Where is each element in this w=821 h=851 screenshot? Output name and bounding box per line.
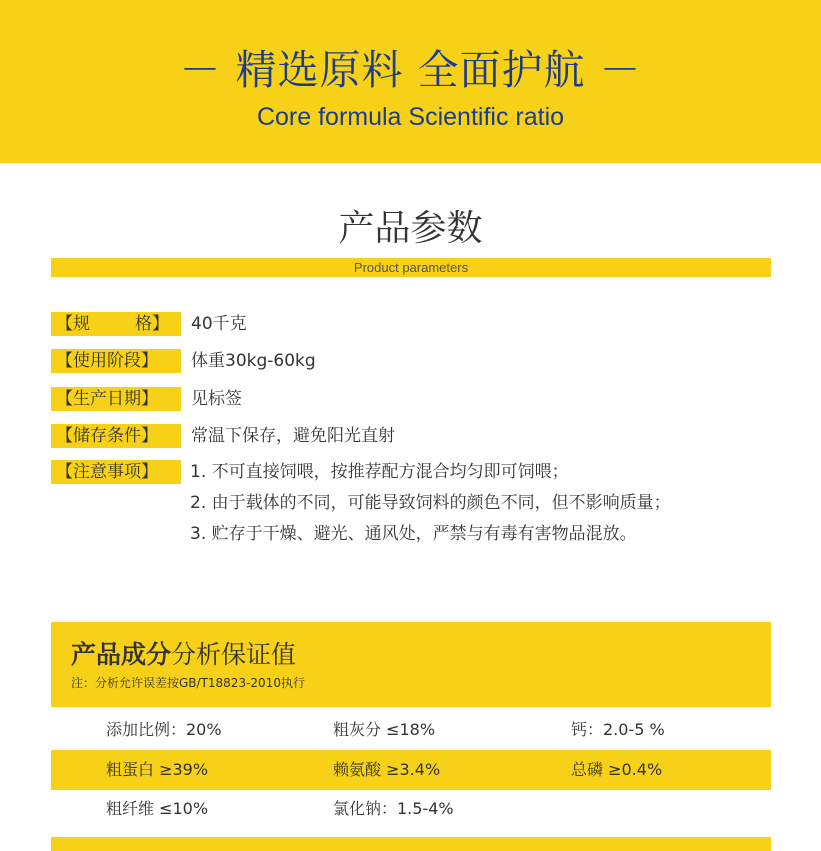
param-label [51, 387, 181, 411]
composition-title-rest: 分析保证值 [171, 640, 297, 669]
composition-row [51, 750, 771, 790]
section-title: 产品参数 [338, 208, 483, 249]
param-value: 见标签 [191, 389, 242, 409]
param-label-text: 【注意事项】 [56, 462, 158, 482]
param-label-text: 【使用阶段】 [56, 351, 158, 371]
section-subtitle-bar: Product parameters [51, 258, 771, 277]
hero-subtitle: Core formula Scientific ratio [256, 103, 565, 131]
hero-title: － 精选原料 全面护航 － [179, 46, 642, 94]
param-label [51, 349, 181, 373]
param-value: 40千克 [191, 314, 247, 334]
bottom-bar [51, 837, 771, 851]
param-label-text: 【储存条件】 [56, 426, 158, 446]
composition-cell: 添加比例：20% [106, 720, 222, 739]
note-line-3: 3. 贮存于干燥、避光、通风处，严禁与有毒有害物品混放。 [190, 524, 637, 544]
composition-cell: 粗蛋白 ≥39% [106, 760, 209, 779]
param-label-left: 【规 [56, 314, 90, 334]
hero-banner [0, 0, 821, 163]
composition-cell: 氯化钠：1.5-4% [333, 799, 454, 818]
composition-title-bold: 产品成分 [71, 640, 172, 669]
param-label-text: 【生产日期】 [56, 389, 158, 409]
composition-cell: 粗灰分 ≤18% [333, 720, 436, 739]
composition-row [51, 789, 771, 829]
composition-header [51, 622, 771, 707]
param-label [51, 460, 181, 484]
param-value: 常温下保存，避免阳光直射 [191, 426, 395, 446]
composition-cell: 粗纤维 ≤10% [106, 799, 209, 818]
note-line-2: 2. 由于载体的不同，可能导致饲料的颜色不同，但不影响质量； [190, 493, 671, 513]
note-line-1: 1. 不可直接饲喂，按推荐配方混合均匀即可饲喂； [190, 462, 569, 482]
composition-row [51, 710, 771, 750]
param-label [51, 424, 181, 448]
composition-title [71, 638, 296, 672]
composition-cell: 赖氨酸 ≥3.4% [333, 760, 441, 779]
composition-note: 注：分析允许误差按GB/T18823-2010执行 [71, 676, 305, 690]
composition-cell: 钙：2.0-5 % [571, 720, 665, 739]
param-value: 体重30kg-60kg [191, 351, 316, 371]
composition-cell: 总磷 ≥0.4% [571, 760, 663, 779]
param-label [51, 312, 181, 336]
param-label-right: 格】 [135, 314, 169, 334]
